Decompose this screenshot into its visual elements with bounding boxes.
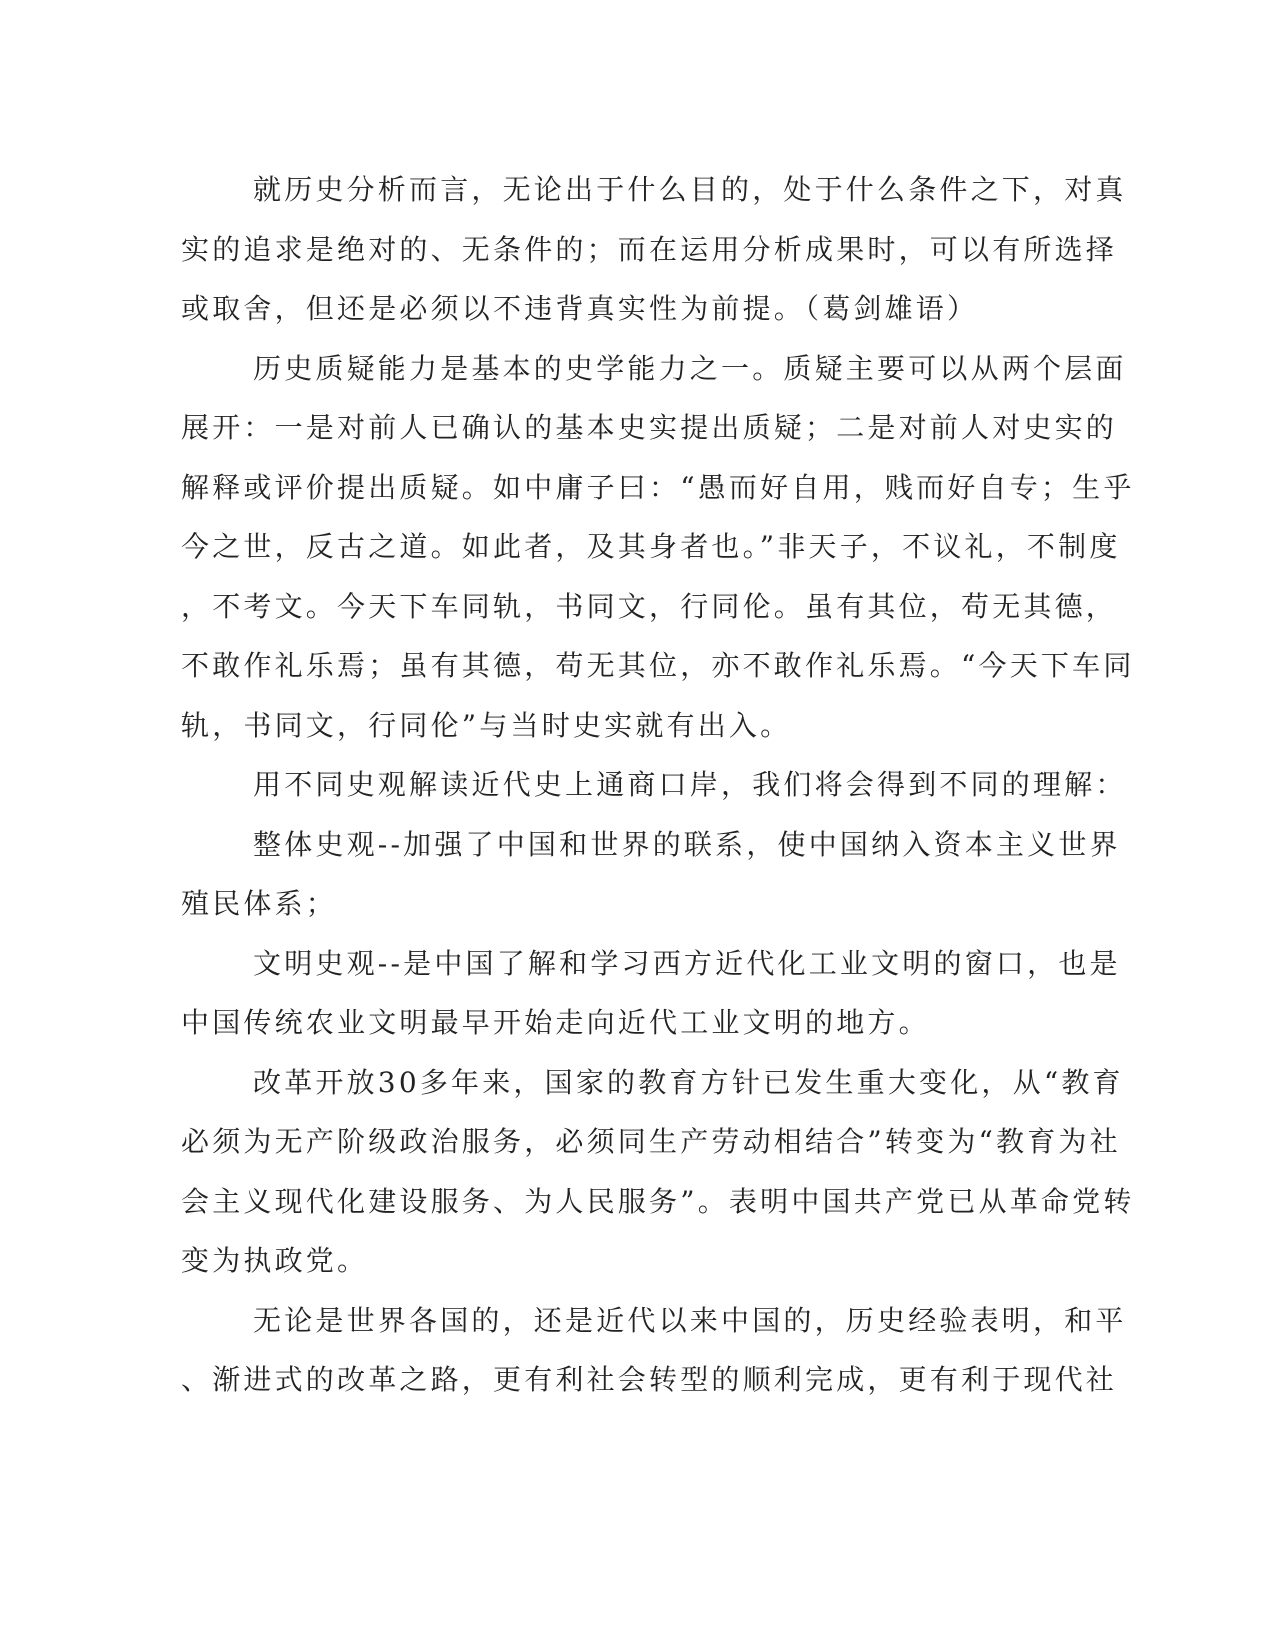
text-line: 就历史分析而言，无论出于什么目的，处于什么条件之下，对真 bbox=[253, 173, 1127, 206]
text-line: 实的追求是绝对的、无条件的；而在运用分析成果时，可以有所选择 bbox=[181, 232, 1118, 266]
paragraph bbox=[181, 339, 1135, 756]
paragraph bbox=[181, 815, 1121, 934]
text-line: 解释或评价提出质疑。如中庸子曰：“愚而好自用，贱而好自专；生乎 bbox=[181, 470, 1135, 504]
text-line: 或取舍，但还是必须以不违背真实性为前提。（葛剑雄语） bbox=[181, 292, 979, 325]
text-line: ，不考文。今天下车同轨，书同文，行同伦。虽有其位，苟无其德， bbox=[181, 589, 1118, 623]
text-line: 不敢作礼乐焉；虽有其德，苟无其位，亦不敢作礼乐焉。“今天下车同 bbox=[181, 649, 1135, 682]
paragraph bbox=[181, 160, 1127, 339]
text-line: 必须为无产阶级政治服务，必须同生产劳动相结合”转变为“教育为社 bbox=[181, 1125, 1121, 1158]
text-line: 、渐进式的改革之路，更有利社会转型的顺利完成，更有利于现代社 bbox=[181, 1363, 1118, 1396]
paragraph bbox=[181, 1291, 1127, 1410]
text-line: 用不同史观解读近代史上通商口岸，我们将会得到不同的理解： bbox=[253, 768, 1127, 801]
text-line: 展开：一是对前人已确认的基本史实提出质疑；二是对前人对史实的 bbox=[181, 411, 1118, 444]
text-line: 会主义现代化建设服务、为人民服务”。表明中国共产党已从革命党转 bbox=[181, 1184, 1135, 1218]
text-line: 殖民体系； bbox=[181, 887, 338, 920]
paragraph bbox=[181, 934, 1121, 1053]
paragraph bbox=[181, 1053, 1135, 1291]
text-line: 中国传统农业文明最早开始走向近代工业文明的地方。 bbox=[181, 1006, 930, 1039]
text-line: 变为执政党。 bbox=[181, 1244, 369, 1277]
text-line: 文明史观--是中国了解和学习西方近代化工业文明的窗口，也是 bbox=[253, 946, 1121, 980]
text-line: 历史质疑能力是基本的史学能力之一。质疑主要可以从两个层面 bbox=[253, 351, 1127, 385]
text-line: 改革开放30多年来，国家的教育方针已发生重大变化，从“教育 bbox=[253, 1065, 1124, 1099]
text-line: 今之世，反古之道。如此者，及其身者也。”非天子，不议礼，不制度 bbox=[181, 530, 1121, 563]
text-line: 无论是世界各国的，还是近代以来中国的，历史经验表明，和平 bbox=[253, 1303, 1127, 1337]
text-line: 整体史观--加强了中国和世界的联系，使中国纳入资本主义世界 bbox=[253, 827, 1121, 861]
text-line: 轨，书同文，行同伦”与当时史实就有出入。 bbox=[181, 708, 792, 742]
paragraph bbox=[181, 755, 1127, 815]
document-page bbox=[181, 160, 1135, 1410]
